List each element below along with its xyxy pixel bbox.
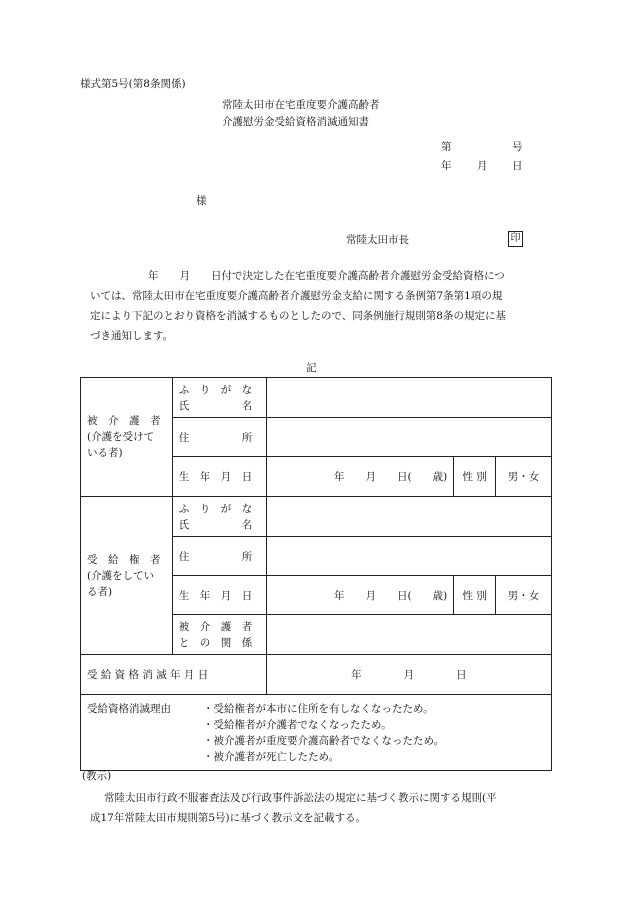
care-recipient-label-line1: 被 介 護 者 xyxy=(87,415,161,427)
beneficiary-label-line1: 受 給 権 者 xyxy=(87,553,161,566)
seal-glyph: 印 xyxy=(508,231,523,247)
beneficiary-sex-field[interactable]: 男・女 xyxy=(496,576,552,615)
ki-heading: 記 xyxy=(306,362,317,374)
beneficiary-birth-label: 生 年 月 日 xyxy=(172,576,266,615)
reason-item: ・被介護者が重度要介護高齢者でなくなったため。 xyxy=(203,735,445,747)
issuer-name: 常陸太田市長 xyxy=(346,234,409,246)
beneficiary-address-field[interactable] xyxy=(266,537,551,576)
addressee-honorific: 様 xyxy=(196,195,207,207)
care-recipient-sex-label: 性 別 xyxy=(454,457,496,497)
date-month: 月 xyxy=(477,160,488,172)
beneficiary-relation-line2: と の 関 係 xyxy=(178,636,253,649)
care-recipient-name-field[interactable] xyxy=(266,378,551,418)
care-recipient-name-text: 氏 名 xyxy=(178,399,253,412)
care-recipient-address-field[interactable] xyxy=(266,418,551,457)
care-recipient-address-label: 住 所 xyxy=(172,418,266,457)
reason-label: 受給資格消滅理由 xyxy=(87,703,171,715)
care-recipient-birth-field[interactable]: 年 月 日( 歳) xyxy=(266,457,453,497)
number-suffix: 号 xyxy=(512,141,523,153)
body-line-4: づき通知します。 xyxy=(90,330,174,342)
reason-item: ・被介護者が死亡したため。 xyxy=(203,751,340,763)
beneficiary-label xyxy=(81,497,173,655)
form-number: 様式第5号(第8条関係) xyxy=(80,78,186,90)
notice-line-1: 常陸太田市行政不服審査法及び行政事件訴訟法の規定に基づく教示に関する規則(平 xyxy=(104,792,497,804)
beneficiary-label-line3: る者) xyxy=(87,585,113,598)
reason-item: ・受給権者が介護者でなくなったため。 xyxy=(203,719,392,731)
body-line-2: いては、常陸太田市在宅重度要介護高齢者介護慰労金支給に関する条例第7条第1項の規 xyxy=(90,290,503,302)
reason-list xyxy=(203,701,444,765)
care-recipient-name-label xyxy=(172,378,266,418)
care-recipient-label-line3: いる者) xyxy=(87,447,123,459)
beneficiary-address-label: 住 所 xyxy=(172,537,266,576)
beneficiary-name-text: 氏 名 xyxy=(178,518,253,531)
seal-stamp xyxy=(508,231,523,247)
body-line-3: 定により下記のとおり資格を消滅するものとしたので、同条例施行規則第8条の規定に基 xyxy=(90,310,506,322)
date-day: 日 xyxy=(512,160,523,172)
care-recipient-sex-field[interactable]: 男・女 xyxy=(496,457,552,497)
beneficiary-label-line2: (介護をしてい xyxy=(87,569,155,582)
notice-heading: (教示) xyxy=(82,770,112,782)
reason-item: ・受給権者が本市に住所を有しなくなったため。 xyxy=(203,703,434,715)
date-year: 年 xyxy=(441,160,452,172)
beneficiary-sex-label: 性 別 xyxy=(454,576,496,615)
beneficiary-relation-label xyxy=(172,615,266,655)
care-recipient-birth-label: 生 年 月 日 xyxy=(172,457,266,497)
beneficiary-furigana-label: ふ り が な xyxy=(178,502,253,515)
care-recipient-label xyxy=(81,378,173,497)
reason-cell xyxy=(81,695,552,771)
notice-line-2: 成17年常陸太田市規則第5号)に基づく教示文を記載する。 xyxy=(90,812,367,824)
document-title-line1: 常陸太田市在宅重度要介護高齢者 xyxy=(222,99,380,111)
beneficiary-name-field[interactable] xyxy=(266,497,551,537)
care-recipient-label-line2: (介護を受けて xyxy=(87,431,155,443)
beneficiary-name-label xyxy=(172,497,266,537)
extinction-date-field[interactable]: 年 月 日 xyxy=(266,655,551,695)
notice-table xyxy=(80,377,552,771)
extinction-date-label: 受 給 資 格 消 滅 年 月 日 xyxy=(81,655,267,695)
beneficiary-relation-line1: 被 介 護 者 xyxy=(178,620,253,633)
beneficiary-relation-field[interactable] xyxy=(266,615,551,655)
document-title-line2: 介護慰労金受給資格消滅通知書 xyxy=(222,116,369,128)
body-line-1: 年 月 日付で決定した在宅重度要介護高齢者介護慰労金受給資格につ xyxy=(148,270,505,282)
number-prefix: 第 xyxy=(441,141,452,153)
care-recipient-furigana-label: ふ り が な xyxy=(178,383,253,396)
beneficiary-birth-field[interactable]: 年 月 日( 歳) xyxy=(266,576,453,615)
